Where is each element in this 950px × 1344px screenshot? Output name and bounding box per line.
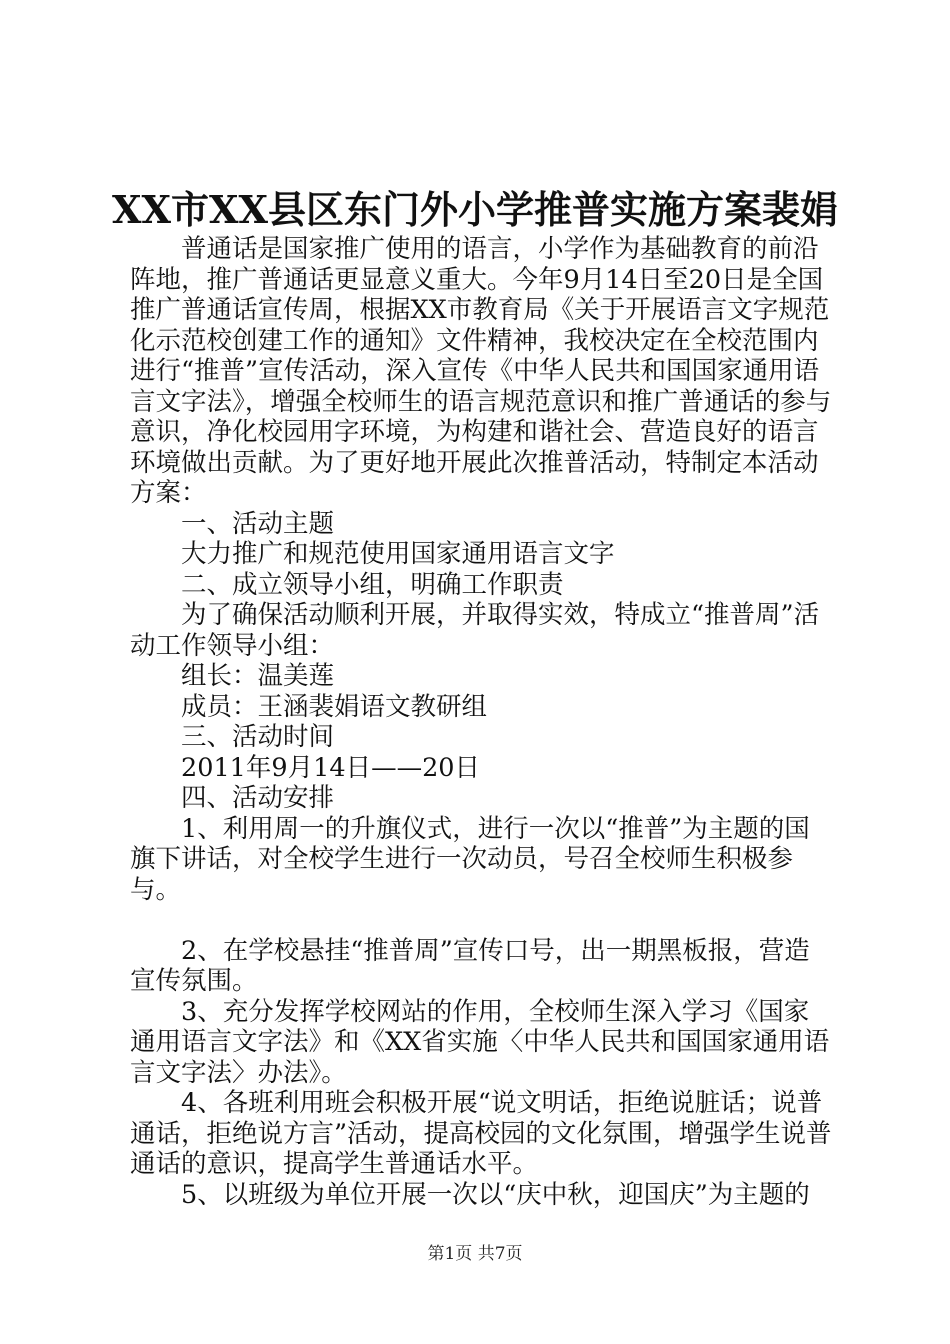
blank-line — [130, 905, 832, 936]
theme-text: 大力推广和规范使用国家通用语言文字 — [181, 539, 615, 569]
arrangement-item-1: 1、利用周一的升旗仪式，进行一次以“推普”为主题的国旗下讲话，对全校学生进行一次动员，号召全校师生积极参与。 — [130, 813, 810, 905]
document-body — [130, 234, 832, 1210]
arrangement-item-2: 2、在学校悬挂“推普周”宣传口号，出一期黑板报，营造宣传氛围。 — [130, 935, 810, 996]
section-heading-arrangement: 四、活动安排 — [181, 783, 335, 813]
arrangement-item-3: 3、充分发挥学校网站的作用，全校师生深入学习《国家通用语言文字法》和《XX省实施〈中华人民共和国国家通用语言文字法〉办法》。 — [130, 996, 830, 1088]
intro-paragraph: 普通话是国家推广使用的语言，小学作为基础教育的前沿阵地，推广普通话更显意义重大。今年9月14日至20日是全国推广普通话宣传周，根据XX市教育局《关于开展语言文字规范化示范校创建工作的通知》文件精神，我校决定在全校范围内进行“推普”宣传活动，深入宣传《中华人民共和国国家通用语言文字法》，增强全校师生的语言规范意识和推广普通话的参与意识，净化校园用字环境，为构建和谐社会、营造良好的语言环境做出贡献。为了更好地开展此次推普活动，特制定本活动方案： — [130, 234, 832, 508]
time-text: 2011年9月14日——20日 — [181, 752, 481, 783]
section-heading-leadership: 二、成立领导小组，明确工作职责 — [181, 569, 564, 600]
leadership-paragraph: 为了确保活动顺利开展，并取得实效，特成立“推普周”活动工作领导小组： — [130, 600, 820, 661]
arrangement-item-4: 4、各班利用班会积极开展“说文明话，拒绝说脏话；说普通话，拒绝说方言”活动，提高校园的文化氛围，增强学生说普通话的意识，提高学生普通话水平。 — [130, 1088, 832, 1179]
document-title: XX市XX县区东门外小学推普实施方案裴娟 — [112, 187, 838, 232]
section-heading-theme: 一、活动主题 — [181, 508, 335, 539]
leader-line: 组长：温美莲 — [181, 661, 335, 691]
arrangement-item-5: 5、以班级为单位开展一次以“庆中秋，迎国庆”为主题的 — [181, 1179, 810, 1210]
members-line: 成员：王涵裴娟语文教研组 — [181, 691, 488, 722]
page-footer: 第1页 共7页 — [427, 1244, 523, 1264]
section-heading-time: 三、活动时间 — [181, 722, 335, 752]
